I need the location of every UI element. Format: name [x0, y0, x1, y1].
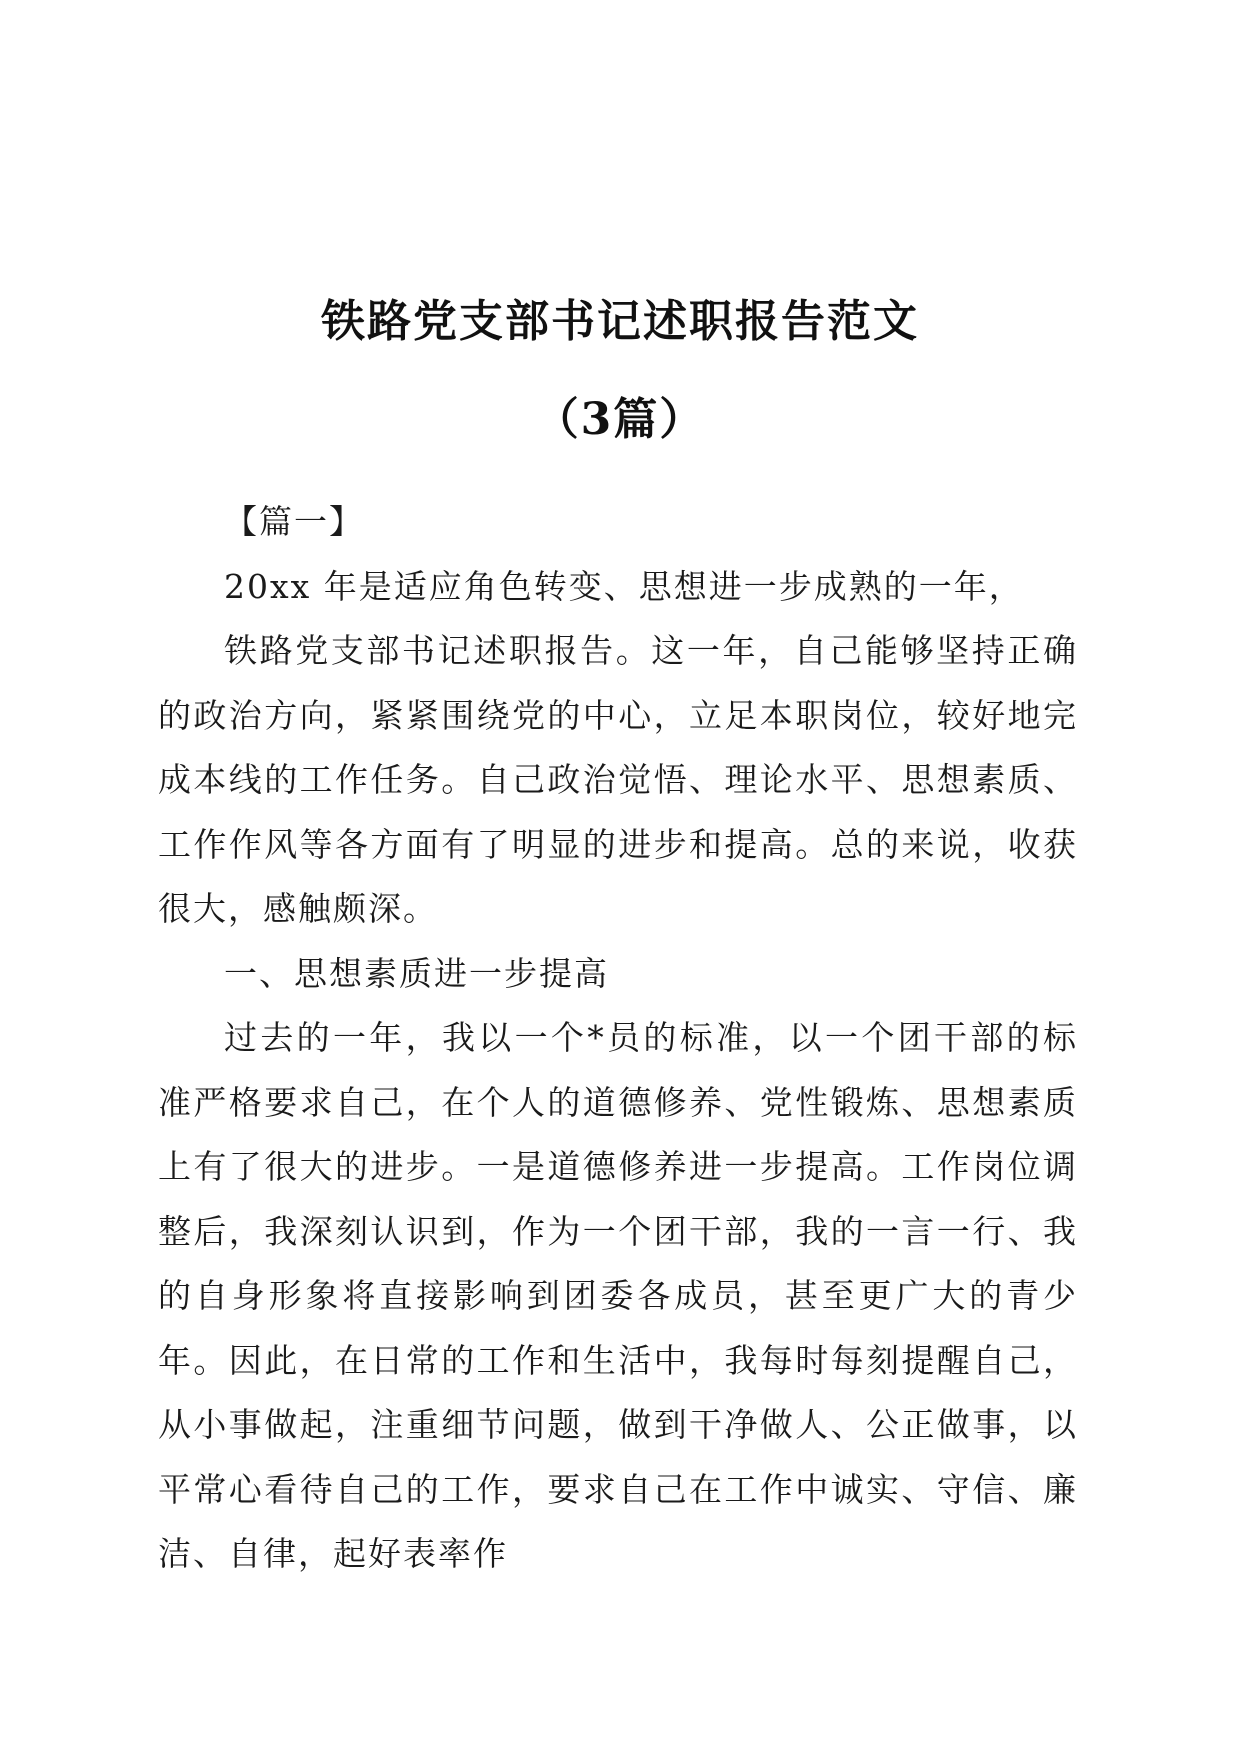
document-body	[158, 490, 1078, 1587]
paragraph: 20xx 年是适应角色转变、思想进一步成熟的一年，	[224, 566, 1024, 606]
document-subtitle: （3篇）	[534, 394, 706, 445]
subsection-heading: 一、思想素质进一步提高	[224, 953, 609, 993]
section-heading: 【篇一】	[224, 502, 364, 541]
paragraph: 铁路党支部书记述职报告。这一年，自己能够坚持正确的政治方向，紧紧围绕党的中心，立足本职岗位，较好地完成本线的工作任务。自己政治觉悟、理论水平、思想素质、工作作风等各方面有了明显的进步和提高。总的来说，收获很大，感触颇深。	[158, 631, 1078, 928]
paragraph: 过去的一年，我以一个*员的标准，以一个团干部的标准严格要求自己，在个人的道德修养、党性锻炼、思想素质上有了很大的进步。一是道德修养进一步提高。工作岗位调整后，我深刻认识到，作为一个团干部，我的一言一行、我的自身形象将直接影响到团委各成员，甚至更广大的青少年。因此，在日常的工作和生活中，我每时每刻提醒自己，从小事做起，注重细节问题，做到干净做人、公正做事，以平常心看待自己的工作，要求自己在工作中诚实、守信、廉洁、自律，起好表率作	[158, 1018, 1078, 1573]
document-title: 铁路党支部书记述职报告范文	[321, 296, 919, 347]
